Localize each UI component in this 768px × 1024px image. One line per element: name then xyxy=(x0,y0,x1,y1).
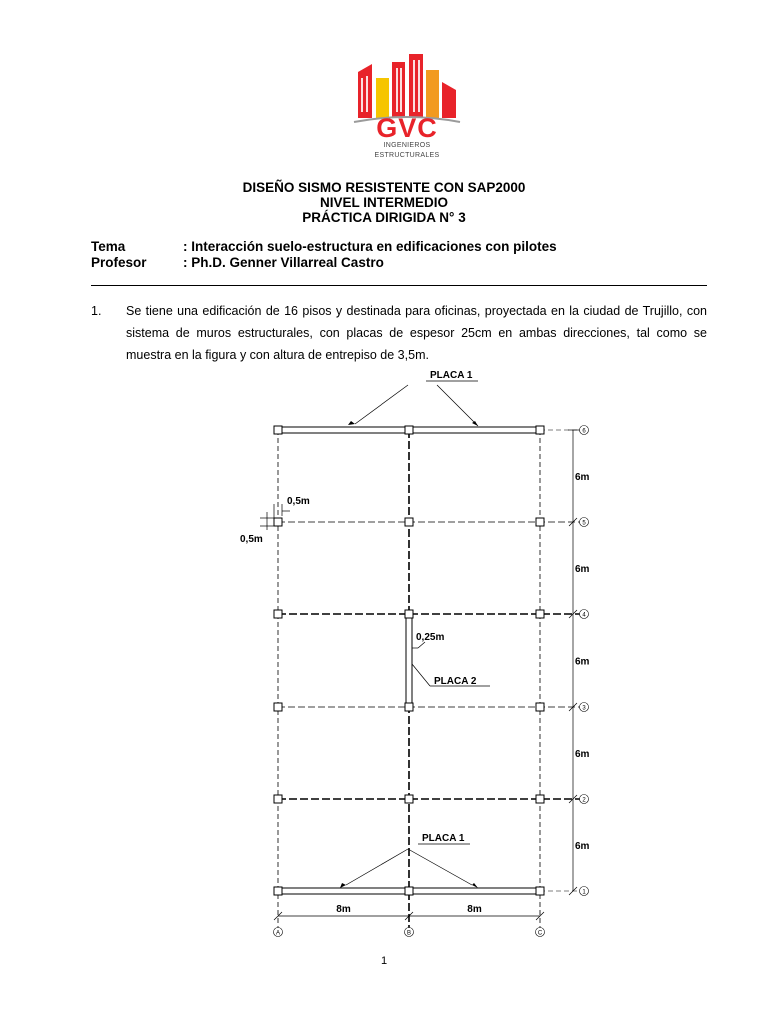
axis-a-label: A xyxy=(275,930,281,937)
logo-subtitle-2: ESTRUCTURALES xyxy=(374,152,440,159)
profesor-value: : Ph.D. Genner Villarreal Castro xyxy=(183,255,384,270)
column xyxy=(536,887,544,895)
placa1-bottom-label: PLACA 1 xyxy=(422,833,465,844)
practice-title: PRÁCTICA DIRIGIDA N° 3 xyxy=(302,210,466,225)
span-y-label: 6m xyxy=(575,564,590,575)
column xyxy=(536,518,544,526)
profesor-label: Profesor xyxy=(91,255,147,270)
column-width-label: 0,5m xyxy=(287,496,310,507)
problem-number: 1. xyxy=(91,304,102,318)
placa1-top-label: PLACA 1 xyxy=(430,370,473,381)
column xyxy=(405,887,413,895)
span-y-label: 6m xyxy=(575,841,590,852)
axis-2-label: 2 xyxy=(582,797,586,804)
axis-3-label: 3 xyxy=(582,705,586,712)
logo-name: GVC xyxy=(376,113,438,143)
info-block xyxy=(91,239,557,271)
tema-label: Tema xyxy=(91,239,126,254)
span-x-label: 8m xyxy=(467,904,482,915)
column xyxy=(274,426,282,434)
separator-line xyxy=(91,285,707,286)
column xyxy=(274,703,282,711)
column xyxy=(536,426,544,434)
column xyxy=(405,795,413,803)
problem-text: Se tiene una edificación de 16 pisos y destinada para oficinas, proyectada en la ciudad de Trujillo, con sistema de muros estructurales, con placas de espesor 25cm en ambas direcciones, tal como se muestra en la figura y con altura de entrepiso de 3,5m. xyxy=(126,304,707,362)
document-header xyxy=(0,180,768,225)
problem-statement xyxy=(91,300,707,366)
gvc-logo xyxy=(352,48,462,168)
column-depth-label: 0,5m xyxy=(240,534,263,545)
axis-5-label: 5 xyxy=(582,520,586,527)
placa2-label: PLACA 2 xyxy=(434,676,477,687)
column xyxy=(536,703,544,711)
column xyxy=(536,795,544,803)
tema-value: : Interacción suelo-estructura en edificaciones con pilotes xyxy=(183,239,557,254)
axis-b-label: B xyxy=(406,930,412,937)
column xyxy=(405,518,413,526)
structural-plan-figure xyxy=(230,364,610,944)
span-y-label: 6m xyxy=(575,749,590,760)
axis-4-label: 4 xyxy=(582,612,586,619)
column xyxy=(274,610,282,618)
axis-1-label: 1 xyxy=(582,889,586,896)
span-y-label: 6m xyxy=(575,656,590,668)
span-x-label: 8m xyxy=(336,904,351,915)
column xyxy=(405,703,413,711)
column xyxy=(274,518,282,526)
wall-thickness-label: 0,25m xyxy=(416,632,445,643)
column xyxy=(536,610,544,618)
axis-c-label: C xyxy=(537,930,543,937)
column xyxy=(274,887,282,895)
span-y-label: 6m xyxy=(575,472,590,483)
logo-subtitle-1: INGENIEROS xyxy=(383,142,431,149)
page-number: 1 xyxy=(380,955,388,967)
course-title: DISEÑO SISMO RESISTENTE CON SAP2000 xyxy=(242,180,526,195)
column xyxy=(274,795,282,803)
course-level: NIVEL INTERMEDIO xyxy=(319,195,448,210)
column xyxy=(405,610,413,618)
column xyxy=(405,426,413,434)
axis-6-label: 6 xyxy=(582,428,586,435)
